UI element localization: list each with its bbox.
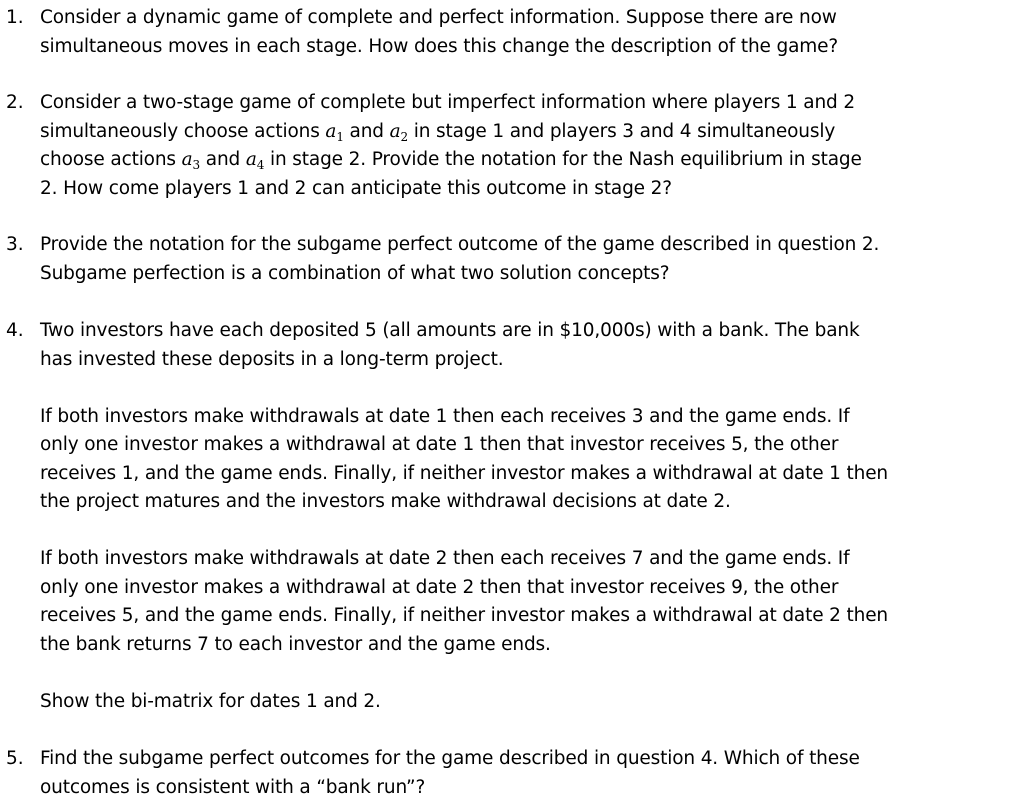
question-number: 5. <box>6 748 24 769</box>
text-line: Find the subgame perfect outcomes for the game described in question 4. Which of these <box>40 748 860 769</box>
question-number: 4. <box>6 320 24 341</box>
math-symbol: a <box>245 149 257 170</box>
question-number: 1. <box>6 7 24 28</box>
text-span: in stage 1 and players 3 and 4 simultaneously <box>408 120 836 142</box>
math-variable-a4 <box>246 149 264 170</box>
paragraph-gap <box>40 659 1010 688</box>
text-span: simultaneously choose actions <box>40 120 326 142</box>
math-subscript: 4 <box>256 158 265 172</box>
question-number: 3. <box>6 234 24 255</box>
math-symbol: a <box>181 149 193 170</box>
text-line: Show the bi-matrix for dates 1 and 2. <box>40 690 381 712</box>
text-line: the bank returns 7 to each investor and the game ends. <box>40 633 551 655</box>
math-symbol: a <box>325 120 337 142</box>
math-variable-a3 <box>182 149 200 170</box>
question-text <box>40 317 1010 716</box>
text-line: the project matures and the investors make withdrawal decisions at date 2. <box>40 491 731 512</box>
question-text <box>40 231 1010 288</box>
text-line: receives 5, and the game ends. Finally, if neither investor makes a withdrawal at date 2 then <box>40 605 889 626</box>
math-subscript: 2 <box>400 129 409 144</box>
text-line: Consider a two-stage game of complete but imperfect information where players 1 and 2 <box>40 92 855 113</box>
math-symbol: a <box>389 120 401 142</box>
question-number: 2. <box>6 92 24 113</box>
text-span: in stage 2. Provide the notation for the Nash equilibrium in stage <box>264 149 862 170</box>
question-text <box>40 745 1010 802</box>
text-line: Provide the notation for the subgame perfect outcome of the game described in question 2. <box>40 234 880 255</box>
text-line-with-math <box>40 118 1010 147</box>
text-line: receives 1, and the game ends. Finally, if neither investor makes a withdrawal at date 1 then <box>40 462 889 484</box>
question-text <box>40 4 1010 61</box>
text-line: Subgame perfection is a combination of what two solution concepts? <box>40 262 670 284</box>
text-line: Consider a dynamic game of complete and perfect information. Suppose there are now <box>40 7 837 28</box>
text-line: has invested these deposits in a long-term project. <box>40 348 504 370</box>
text-line: If both investors make withdrawals at date 1 then each receives 3 and the game ends. If <box>40 405 850 427</box>
text-span: and <box>343 120 390 142</box>
text-span: choose actions <box>40 149 182 170</box>
paragraph-gap <box>40 517 1010 546</box>
text-line: only one investor makes a withdrawal at date 1 then that investor receives 5, the other <box>40 434 839 455</box>
text-span: and <box>200 149 246 170</box>
text-line: only one investor makes a withdrawal at date 2 then that investor receives 9, the other <box>40 576 839 598</box>
text-line: simultaneous moves in each stage. How does this change the description of the game? <box>40 35 839 57</box>
math-variable-a1 <box>325 121 343 142</box>
text-line: If both investors make withdrawals at date 2 then each receives 7 and the game ends. If <box>40 548 850 569</box>
text-line: Two investors have each deposited 5 (all amounts are in $10,000s) with a bank. The bank <box>40 320 860 341</box>
question-text <box>40 89 1010 203</box>
math-subscript: 1 <box>336 129 344 144</box>
text-line: outcomes is consistent with a “bank run”? <box>40 776 426 798</box>
paragraph-gap <box>40 374 1010 403</box>
text-line-with-math <box>40 146 1010 175</box>
math-subscript: 3 <box>192 158 201 172</box>
math-variable-a2 <box>390 121 408 142</box>
text-line: 2. How come players 1 and 2 can anticipate this outcome in stage 2? <box>40 177 672 199</box>
